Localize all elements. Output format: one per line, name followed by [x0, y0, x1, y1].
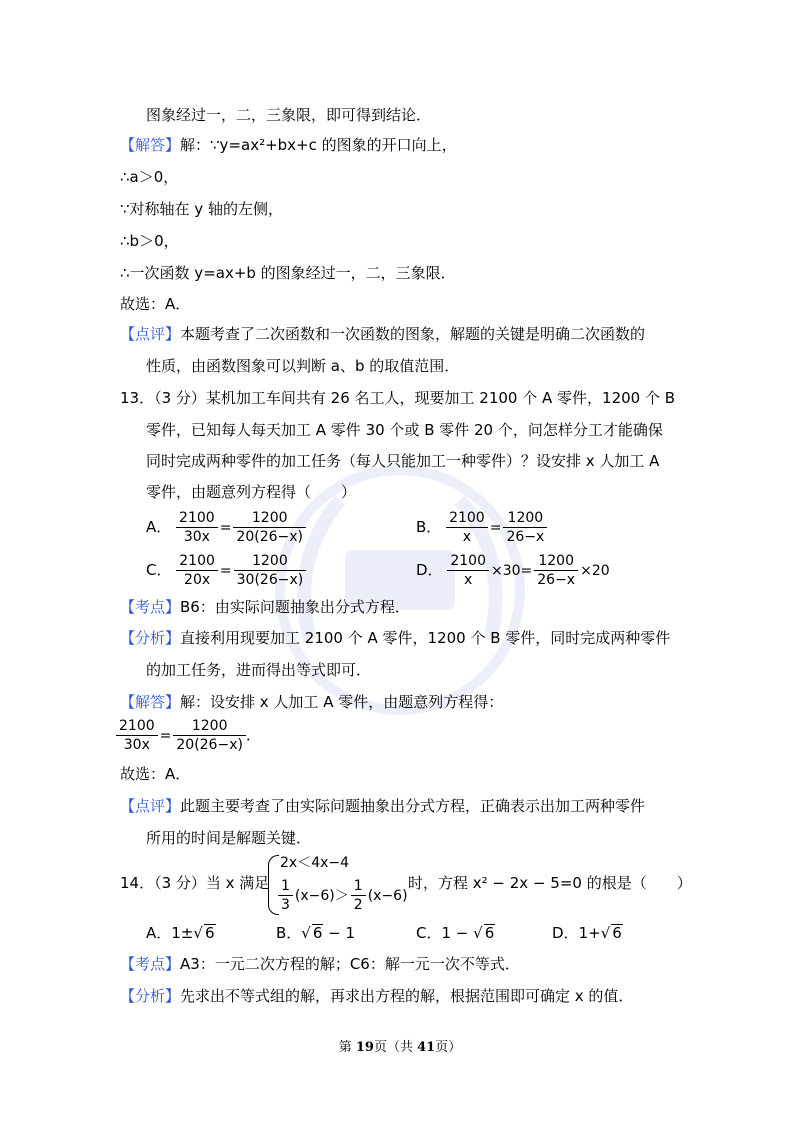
denominator: 20x [184, 572, 211, 588]
text-line: 图象经过一，二，三象限，即可得到结论． [146, 106, 432, 124]
numerator: 1 [351, 877, 366, 896]
option-b [416, 508, 547, 547]
option-c [146, 551, 306, 590]
answer-line: 故选：A． [120, 295, 191, 313]
numerator: 1200 [233, 509, 306, 528]
footer-text: 第 [338, 1040, 356, 1055]
inequality-1: 2x＜4x−4 [280, 855, 350, 871]
kaodian-text: B6：由实际问题抽象出分式方程． [180, 598, 410, 616]
operator: ×20 [580, 562, 610, 579]
dianping-text-cont: 所用的时间是解题关键． [146, 829, 312, 847]
q14-stem-pre: 14．（3 分）当 x 满足 [120, 874, 270, 892]
expression: (x−6)＞ [294, 887, 349, 904]
step-line: ∴a＞0， [120, 168, 179, 186]
q12-jieda [120, 134, 457, 156]
sqrt-icon: √ [600, 924, 611, 942]
fraction [278, 877, 293, 914]
tag-dianping: 【点评】 [120, 325, 181, 343]
sqrt-icon: √ [193, 924, 203, 942]
page-number: 19 [355, 1040, 374, 1055]
equals-sign: = [219, 562, 232, 579]
dianping-text: 本题考查了二次函数和一次函数的图象，解题的关键是明确二次函数的 [180, 325, 646, 343]
q13-stem: 零件，已知每人每天加工 A 零件 30 个或 B 零件 20 个，问怎样分工才能确保 [146, 421, 663, 439]
numerator: 1 [278, 877, 293, 896]
jieda-text: 解：∵y=ax²+bx+c 的图象的开口向上， [180, 136, 457, 154]
footer-text: 页（共 [373, 1040, 418, 1055]
fraction [116, 717, 158, 754]
option-c [416, 922, 495, 944]
expression: − 1 [323, 924, 356, 942]
jieda-text: 解：设安排 x 人加工 A 零件，由题意列方程得： [180, 693, 504, 711]
option-label: C． [416, 924, 442, 942]
option-a [146, 508, 306, 547]
fraction [176, 552, 218, 589]
denominator: 26−x [537, 572, 576, 588]
fraction [447, 552, 489, 589]
denominator: 3 [281, 897, 290, 913]
q13-jieda [120, 691, 503, 713]
option-label: D． [416, 561, 443, 579]
denominator: 26−x [506, 529, 545, 545]
fraction [176, 509, 218, 546]
total-pages: 41 [417, 1040, 436, 1055]
denominator: 20(26−x) [236, 529, 303, 545]
numerator: 1200 [234, 552, 307, 571]
tag-jieda: 【解答】 [120, 693, 181, 711]
fraction [446, 509, 488, 546]
kaodian-text: A3：一元二次方程的解；C6：解一元一次不等式． [180, 955, 520, 973]
option-label: B． [276, 924, 302, 942]
step-line: ∵对称轴在 y 轴的左侧， [120, 200, 283, 218]
numerator: 2100 [446, 509, 488, 528]
inequality-2 [278, 876, 410, 915]
denominator: x [462, 529, 472, 545]
sqrt-icon: √ [473, 924, 483, 942]
radicand: 6 [204, 924, 215, 942]
q14-kaodian [120, 953, 520, 975]
denominator: 20(26−x) [176, 737, 243, 753]
expression: 1± [171, 924, 194, 942]
fenxi-text-cont: 的加工任务，进而得出等式即可． [146, 661, 372, 679]
fraction [351, 877, 366, 914]
footer-text: 页） [435, 1040, 462, 1055]
expression: 1 − [441, 924, 474, 942]
tag-jieda: 【解答】 [120, 136, 181, 154]
numerator: 1200 [503, 509, 547, 528]
fraction [173, 717, 246, 754]
denominator: 30x [183, 529, 210, 545]
option-label: C． [146, 561, 172, 579]
tag-fenxi: 【分析】 [120, 629, 181, 647]
denominator: 30x [123, 737, 150, 753]
dianping-text-cont: 性质，由函数图象可以判断 a、b 的取值范围． [146, 357, 460, 375]
option-d [552, 922, 623, 944]
tag-dianping: 【点评】 [120, 797, 181, 815]
option-label: D． [552, 924, 579, 942]
q13-dianping [120, 795, 645, 817]
expression: 1+ [578, 924, 601, 942]
q13-stem: 13．（3 分）某机加工车间共有 26 名工人，现要加工 2100 个 A 零件，1200 个 B [120, 389, 676, 407]
fraction [503, 509, 547, 546]
fraction [233, 509, 306, 546]
fenxi-text: 直接利用现要加工 2100 个 A 零件，1200 个 B 零件，同时完成两种零件 [180, 629, 671, 647]
radicand: 6 [612, 924, 622, 942]
denominator: 30(26−x) [236, 572, 304, 588]
denominator: x [464, 572, 473, 588]
q13-stem: 零件，由题意列方程得（ ） [146, 483, 357, 501]
q14-stem-post: 时，方程 x² − 2x − 5=0 的根是（ ） [408, 874, 692, 892]
option-a [146, 922, 216, 944]
numerator: 1200 [534, 552, 578, 571]
q13-fenxi [120, 627, 670, 649]
numerator: 1200 [173, 717, 246, 736]
tag-fenxi: 【分析】 [120, 987, 181, 1005]
tag-kaodian: 【考点】 [120, 955, 181, 973]
numerator: 2100 [116, 717, 158, 736]
tag-kaodian: 【考点】 [120, 598, 181, 616]
equation [116, 716, 261, 755]
q13-kaodian [120, 596, 410, 618]
numerator: 2100 [176, 552, 218, 571]
period: ． [245, 726, 261, 744]
dianping-text: 此题主要考查了由实际问题抽象出分式方程，正确表示出加工两种零件 [180, 797, 646, 815]
q13-stem: 同时完成两种零件的加工任务（每人只能加工一种零件）？设安排 x 人加工 A [146, 452, 660, 470]
step-line: ∴b＞0， [120, 232, 179, 250]
radicand: 6 [312, 924, 323, 942]
step-line: ∴一次函数 y=ax+b 的图象经过一，二，三象限． [120, 264, 456, 282]
option-label: A． [146, 518, 172, 536]
q14-fenxi [120, 985, 633, 1007]
denominator: 2 [353, 897, 363, 913]
equals-sign: = [159, 727, 172, 744]
numerator: 2100 [176, 509, 218, 528]
fraction [234, 552, 307, 589]
option-label: A． [146, 924, 172, 942]
equals-sign: = [489, 519, 502, 536]
equals-sign: = [219, 519, 232, 536]
expression: (x−6) [367, 887, 408, 904]
numerator: 2100 [447, 552, 489, 571]
option-label: B． [416, 518, 442, 536]
option-d [416, 551, 612, 590]
sqrt-icon: √ [301, 924, 311, 942]
q12-dianping [120, 323, 645, 345]
operator: ×30= [490, 562, 533, 579]
fenxi-text: 先求出不等式组的解，再求出方程的解，根据范围即可确定 x 的值． [180, 987, 634, 1005]
page-footer [0, 1036, 800, 1055]
fraction [534, 552, 578, 589]
option-b [276, 922, 355, 944]
answer-line: 故选：A． [120, 765, 191, 783]
radicand: 6 [484, 924, 495, 942]
